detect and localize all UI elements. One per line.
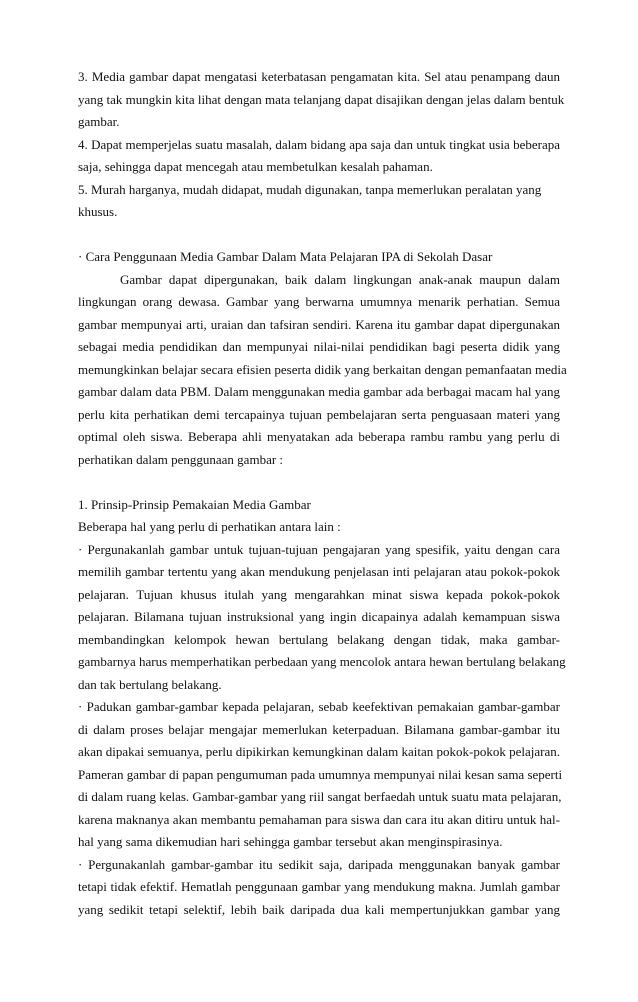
text-line: karena maknanya akan membantu pemahaman para siswa dan cara itu akan ditiru untuk hal- (78, 811, 560, 827)
text-line: memungkinkan belajar secara efisien peserta didik yang berkaitan dengan pemanfaatan media (78, 361, 567, 377)
bullet-line: · Padukan gambar-gambar kepada pelajaran, sebab keefektivan pemakaian gambar-gambar (78, 699, 560, 714)
text-line: Beberapa hal yang perlu di perhatikan antara lain : (78, 519, 341, 534)
bullet-line: · Pergunakanlah gambar untuk tujuan-tujuan pengajaran yang spesifik, yaitu dengan cara (78, 541, 560, 557)
text-line: 5. Murah harganya, mudah didapat, mudah digunakan, tanpa memerlukan peralatan yang (78, 181, 542, 197)
text-line: gambarnya harus memperhatikan perbedaan yang mencolok antara hewan bertulang belakang (78, 654, 566, 669)
text-line: perlu kita perhatikan demi tercapainya tujuan pembelajaran serta penguasaan materi yang (78, 406, 560, 422)
text-line: gambar mempunyai arti, uraian dan tafsiran sendiri. Karena itu gambar dapat dipergunakan (78, 316, 560, 332)
text-line: khusus. (78, 204, 118, 219)
text-line: di dalam proses belajar mengajar memerlukan keterpaduan. Bilamana gambar-gambar itu (78, 721, 560, 737)
text-line: saja, sehingga dapat mencegah atau membetulkan kesalah pahaman. (78, 159, 433, 174)
text-line: membandingkan kelompok hewan bertulang belakang dengan tidak, maka gambar- (78, 631, 560, 647)
text-line: lingkungan orang dewasa. Gambar yang berwarna umumnya menarik perhatian. Semua (78, 294, 560, 309)
text-line: Pameran gambar di papan pengumuman pada umumnya mempunyai nilai kesan sama seperti (78, 766, 563, 782)
text-line: Gambar dapat dipergunakan, baik dalam lingkungan anak-anak maupun dalam (120, 271, 560, 287)
text-line: perhatikan dalam penggunaan gambar : (78, 451, 284, 467)
text-line: pelajaran. Bilamana tujuan instruksional yang ingin dicapainya adalah kemampuan siswa (78, 609, 560, 624)
text-line: tetapi tidak efektif. Hematlah penggunaan gambar yang mendukung makna. Jumlah gambar (78, 879, 560, 894)
text-line: hal yang sama dikemudian hari sehingga gambar tersebut akan menginspirasinya. (78, 834, 503, 849)
section-heading: 1. Prinsip-Prinsip Pemakaian Media Gambar (78, 496, 311, 512)
section-heading: · Cara Penggunaan Media Gambar Dalam Mata Pelajaran IPA di Sekolah Dasar (78, 249, 493, 264)
text-line: memilih gambar tertentu yang akan mendukung penjelasan inti pelajaran atau pokok-pokok (78, 564, 560, 579)
text-line: pelajaran. Tujuan khusus itulah yang mengarahkan minat siswa kepada pokok-pokok (78, 586, 560, 602)
blank-line (78, 471, 560, 494)
text-line: 3. Media gambar dapat mengatasi keterbatasan pengamatan kita. Sel atau penampang daun (78, 69, 560, 84)
text-line: dan tak bertulang belakang. (78, 676, 222, 692)
blank-line (78, 224, 560, 247)
text-line: sebagai media pendidikan dan mempunyai nilai-nilai pendidikan bagi peserta didik yang (78, 339, 560, 354)
text-line: gambar. (78, 114, 120, 129)
document-page (78, 66, 567, 921)
text-line: optimal oleh siswa. Beberapa ahli menyatakan ada beberapa rambu rambu yang perlu di (78, 429, 560, 444)
bullet-line: · Pergunakanlah gambar-gambar itu sedikit saja, daripada menggunakan banyak gambar (78, 856, 560, 872)
text-line: di dalam ruang kelas. Gambar-gambar yang riil sangat berfaedah untuk suatu mata pelajaran, (78, 789, 562, 804)
text-line: 4. Dapat memperjelas suatu masalah, dalam bidang apa saja dan untuk tingkat usia beberapa (78, 136, 560, 152)
text-line: akan dipakai semuanya, perlu dipikirkan kemungkinan dalam kaitan pokok-pokok pelajaran. (78, 744, 560, 759)
text-line: yang tak mungkin kita lihat dengan mata telanjang dapat disajikan dengan jelas dalam bentuk (78, 91, 565, 107)
text-line: gambar dalam data PBM. Dalam menggunakan media gambar ada berbagai macam hal yang (78, 384, 560, 399)
text-line: yang sedikit tetapi selektif, lebih baik daripada dua kali mempertunjukkan gambar yang (78, 901, 560, 917)
